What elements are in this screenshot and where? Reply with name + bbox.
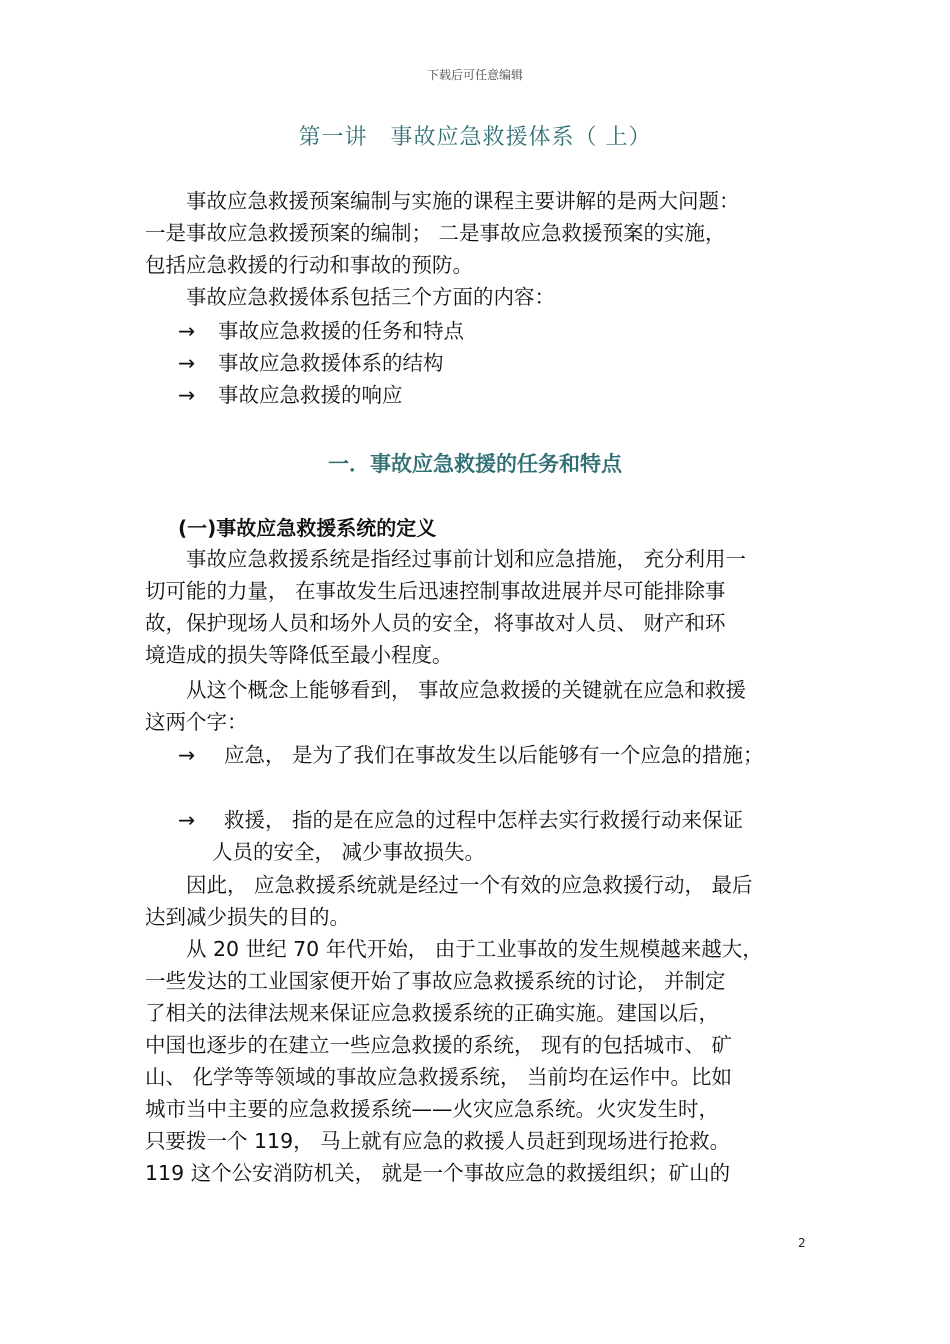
bullet-text: 事故应急救援的响应 <box>218 383 403 407</box>
page-header: 下载后可任意编辑 <box>426 68 523 82</box>
definition-paragraph <box>145 543 815 671</box>
text-line: 因此， 应急救援系统就是经过一个有效的应急救援行动， 最后 <box>145 873 753 897</box>
arrow-icon: → <box>178 383 196 407</box>
text-line: 故，保护现场人员和场外人员的安全，将事故对人员、 财产和环 <box>145 611 726 635</box>
subsection-title: (一)事故应急救援系统的定义 <box>178 516 437 540</box>
text-line: 境造成的损失等降低至最小程度。 <box>145 643 453 667</box>
history-paragraph <box>145 933 815 1189</box>
text-line: 从这个概念上能够看到， 事故应急救援的关键就在应急和救援 <box>145 678 747 702</box>
text-line: 切可能的力量， 在事故发生后迅速控制事故进展并尽可能排除事 <box>145 579 726 603</box>
bullet-text: 事故应急救援的任务和特点 <box>218 319 464 343</box>
arrow-icon: → <box>178 319 196 343</box>
bullet-continuation: 人员的安全， 减少事故损失。 <box>212 840 486 864</box>
intro-paragraph <box>145 185 815 313</box>
page-number: 2 <box>798 1236 806 1250</box>
text-line: 城市当中主要的应急救援系统——火灾应急系统。火灾发生时， <box>145 1097 719 1121</box>
text-line: 了相关的法律法规来保证应急救援系统的正确实施。建国以后， <box>145 1001 719 1025</box>
text-line: 事故应急救援预案编制与实施的课程主要讲解的是两大问题： <box>145 189 740 213</box>
text-line: 一些发达的工业国家便开始了事故应急救援系统的讨论， 并制定 <box>145 969 726 993</box>
text-line: 事故应急救援体系包括三个方面的内容： <box>145 285 555 309</box>
text-line: 中国也逐步的在建立一些应急救援的系统， 现有的包括城市、 矿 <box>145 1033 733 1057</box>
lecture-title: 第一讲 事故应急救援体系（ 上） <box>298 125 652 150</box>
text-line: 这两个字： <box>145 710 248 734</box>
toc-bullet <box>178 347 444 379</box>
text-line: 达到减少损失的目的。 <box>145 905 350 929</box>
bullet-text: 事故应急救援体系的结构 <box>218 351 444 375</box>
text-line: 从 20 世纪 70 年代开始， 由于工业事故的发生规模越来越大， <box>145 937 763 961</box>
text-line: 山、 化学等等领域的事故应急救援系统， 当前均在运作中。比如 <box>145 1065 733 1089</box>
therefore-paragraph <box>145 869 815 933</box>
text-line: 119 这个公安消防机关， 就是一个事故应急的救援组织；矿山的 <box>145 1161 731 1185</box>
text-line: 只要拨一个 119， 马上就有应急的救援人员赶到现场进行抢救。 <box>145 1129 731 1153</box>
arrow-icon: → <box>178 351 196 375</box>
text-line: 事故应急救援系统是指经过事前计划和应急措施， 充分利用一 <box>145 547 747 571</box>
arrow-icon: → <box>178 743 196 767</box>
toc-bullet <box>178 379 403 411</box>
emergency-bullet <box>178 739 764 771</box>
bullet-text: 应急， 是为了我们在事故发生以后能够有一个应急的措施； <box>224 743 764 767</box>
key-paragraph <box>145 674 815 738</box>
rescue-bullet <box>178 804 743 836</box>
bullet-text: 救援， 指的是在应急的过程中怎样去实行救援行动来保证 <box>224 808 744 832</box>
text-line: 一是事故应急救援预案的编制； 二是事故应急救援预案的实施， <box>145 221 726 245</box>
toc-bullet <box>178 315 464 347</box>
arrow-icon: → <box>178 808 196 832</box>
section-title: 一．事故应急救援的任务和特点 <box>328 452 622 476</box>
text-line: 包括应急救援的行动和事故的预防。 <box>145 253 473 277</box>
